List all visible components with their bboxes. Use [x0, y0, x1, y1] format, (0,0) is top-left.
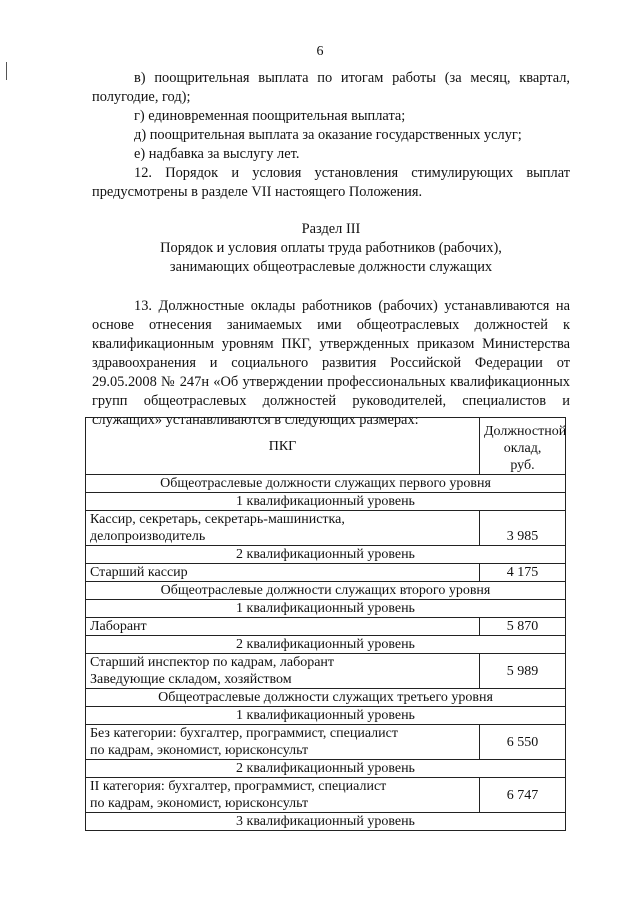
salary-cell: 4 175	[480, 564, 566, 582]
position-cell: Старший инспектор по кадрам, лаборант Заведующие складом, хозяйством	[86, 654, 480, 689]
table-header-row	[86, 418, 566, 475]
table-row	[86, 564, 566, 582]
level-heading: 1 квалификационный уровень	[86, 600, 566, 618]
position-cell: Старший кассир	[86, 564, 480, 582]
group-heading: Общеотраслевые должности служащих третьего уровня	[86, 689, 566, 707]
salary-cell: 6 550	[480, 725, 566, 760]
margin-mark	[6, 62, 7, 80]
section-subtitle-line2: занимающих общеотраслевые должности служащих	[169, 259, 493, 275]
paragraph-12: 12. Порядок и условия установления стимулирующих выплат предусмотрены в разделе VII настоящего Положения.	[92, 165, 570, 200]
paragraph-13: 13. Должностные оклады работников (рабочих) устанавливаются на основе отнесения занимаемых ими общеотраслевых должностей к квалификационным уровням ПКГ, утвержденных приказом Министерства здравоохранения и социального развития Российской Федерации от 29.05.2008 № 247н «Об утверждении профессиональных квалификационных групп общеотраслевых должностей руководителей, специалистов и служащих» устанавливаются в следующих размерах:	[92, 298, 570, 428]
level-heading: 2 квалификационный уровень	[86, 636, 566, 654]
table-row	[86, 618, 566, 636]
page-number: 6	[316, 44, 324, 59]
group-heading: Общеотраслевые должности служащих второго уровня	[86, 582, 566, 600]
paragraph-v: в) поощрительная выплата по итогам работы (за месяц, квартал, полугодие, год);	[92, 70, 570, 105]
level-heading: 2 квалификационный уровень	[86, 760, 566, 778]
table-row	[86, 654, 566, 689]
position-cell: Кассир, секретарь, секретарь-машинистка, делопроизводитель	[86, 511, 480, 546]
position-cell: Лаборант	[86, 618, 480, 636]
table-row	[86, 511, 566, 546]
level-heading: 2 квалификационный уровень	[86, 546, 566, 564]
salary-cell: 5 870	[480, 618, 566, 636]
level-heading: 1 квалификационный уровень	[86, 493, 566, 511]
document-body	[92, 69, 570, 430]
group-heading: Общеотраслевые должности служащих первого уровня	[86, 475, 566, 493]
paragraph-e: е) надбавка за выслугу лет.	[134, 146, 300, 162]
section-title: Раздел III	[301, 221, 361, 237]
section-subtitle-line1: Порядок и условия оплаты труда работников (рабочих),	[160, 240, 502, 256]
position-cell: Без категории: бухгалтер, программист, специалист по кадрам, экономист, юрисконсульт	[86, 725, 480, 760]
table-row	[86, 778, 566, 813]
section-heading	[92, 220, 570, 277]
salary-cell: 6 747	[480, 778, 566, 813]
header-salary: Должностной оклад, руб.	[480, 418, 566, 475]
salary-cell: 3 985	[480, 511, 566, 546]
level-heading: 3 квалификационный уровень	[86, 813, 566, 831]
table-row	[86, 725, 566, 760]
level-heading: 1 квалификационный уровень	[86, 707, 566, 725]
header-pkg: ПКГ	[86, 418, 480, 475]
salary-cell: 5 989	[480, 654, 566, 689]
paragraph-d: д) поощрительная выплата за оказание государственных услуг;	[134, 127, 522, 143]
paragraph-g: г) единовременная поощрительная выплата;	[134, 108, 406, 124]
salary-table	[85, 417, 566, 831]
position-cell: II категория: бухгалтер, программист, специалист по кадрам, экономист, юрисконсульт	[86, 778, 480, 813]
